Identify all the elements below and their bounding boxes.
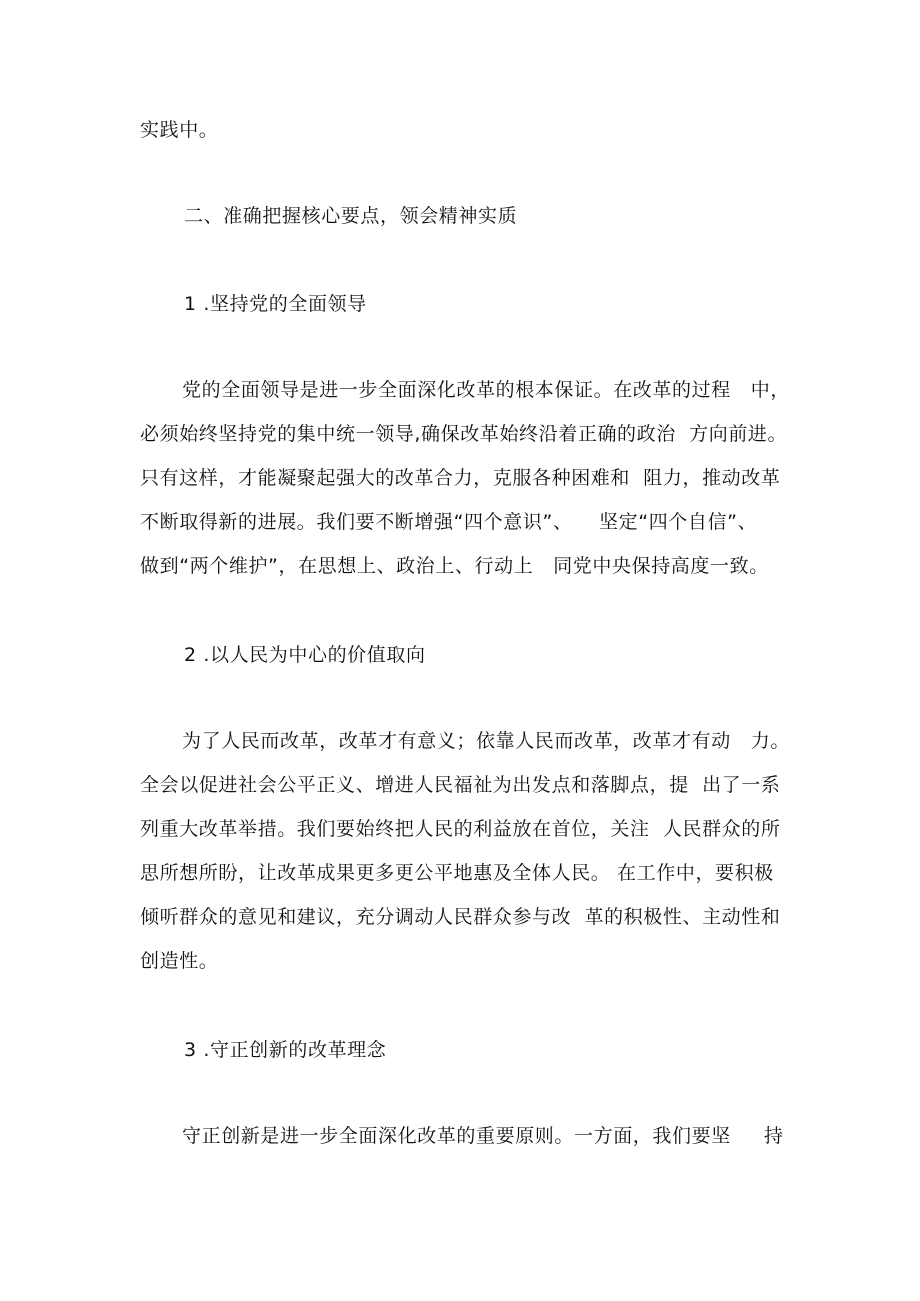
point-1-heading: 1 .坚持党的全面领导 — [184, 293, 367, 315]
point-1-paragraph-line: 做到“两个维护”，在思想上、政治上、行动上 同党中央保持高度一致。 — [140, 555, 769, 577]
point-1-paragraph-line: 必须始终坚持党的集中统一领导,确保改革始终沿着正确的政治 方向前进。 — [140, 423, 788, 445]
point-2-paragraph-line: 倾听群众的意见和建议，充分调动人民群众参与改 革的积极性、主动性和 — [140, 906, 781, 928]
point-2-paragraph-line: 全会以促进社会公平正义、增进人民福祉为出发点和落脚点，提 出了一系 — [140, 774, 781, 796]
intro-tail-text: 实践中。 — [140, 119, 219, 141]
point-2-paragraph-line: 创造性。 — [140, 950, 219, 972]
point-1-paragraph-line: 党的全面领导是进一步全面深化改革的根本保证。在改革的过程 中， — [182, 379, 790, 401]
point-1-paragraph-line: 只有这样，才能凝聚起强大的改革合力，克服各种困难和 阻力，推动改革 — [140, 467, 781, 489]
point-1-paragraph-line: 不断取得新的进展。我们要不断增强“四个意识”、 坚定“四个自信”、 — [140, 511, 758, 533]
point-3-heading: 3 .守正创新的改革理念 — [184, 1039, 387, 1061]
point-2-paragraph-line: 列重大改革举措。我们要始终把人民的利益放在首位，关注 人民群众的所 — [140, 818, 781, 840]
point-2-paragraph-line: 为了人民而改革，改革才有意义；依靠人民而改革，改革才有动 力。 — [182, 730, 790, 752]
point-2-paragraph-line: 思所想所盼，让改革成果更多更公平地惠及全体人民。 在工作中，要积极 — [140, 862, 774, 884]
point-2-heading: 2 .以人民为中心的价值取向 — [184, 644, 426, 666]
point-3-paragraph-line: 守正创新是进一步全面深化改革的重要原则。一方面，我们要坚 持 — [182, 1125, 784, 1147]
section-title: 二、准确把握核心要点，领会精神实质 — [184, 205, 518, 227]
